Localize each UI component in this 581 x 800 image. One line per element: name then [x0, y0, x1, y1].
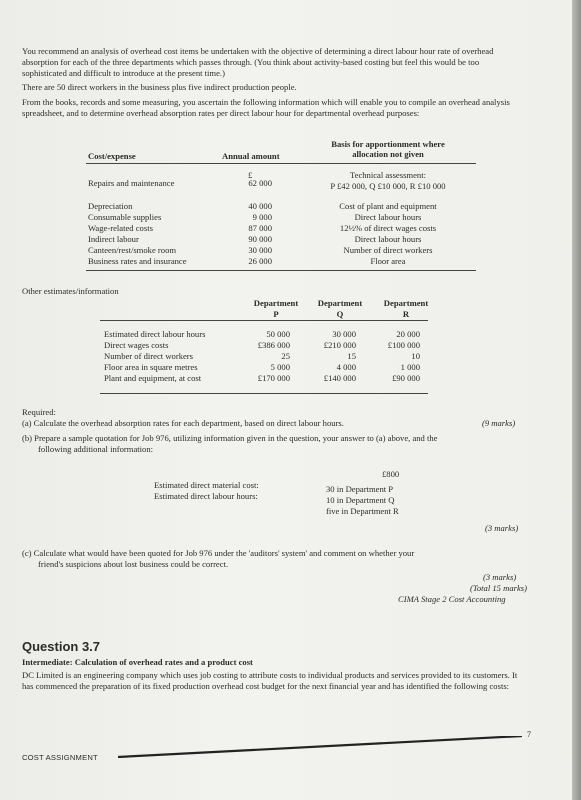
cost-row-amount: 40 000: [248, 201, 272, 211]
required-label: Required:: [22, 407, 56, 417]
basis-header-line2: allocation not given: [352, 149, 424, 159]
dept-row-value-r: 20 000: [396, 329, 420, 339]
dept-row-value-q: £140 000: [323, 373, 356, 383]
cost-row-name: Repairs and maintenance: [88, 178, 175, 188]
part-c-marks: (3 marks): [483, 572, 517, 582]
cost-row-name: Depreciation: [88, 201, 133, 211]
dept-row-value-p: 5 000: [270, 362, 290, 372]
dept-row-name: Plant and equipment, at cost: [104, 373, 202, 383]
cost-row-basis: P £42 000, Q £10 000, R £10 000: [330, 181, 446, 191]
cost-row-name: Wage-related costs: [88, 223, 153, 233]
basis-header-line1: Basis for apportionment where: [331, 139, 445, 149]
dept-row-value-q: 4 000: [336, 362, 356, 372]
cost-row-basis: Direct labour hours: [354, 212, 422, 222]
required-part-a: (a) Calculate the overhead absorption rates for each department, based on direct labour hours.: [22, 418, 344, 428]
dept-row-name: Direct wages costs: [104, 340, 169, 350]
book-page-edge: [572, 0, 581, 800]
material-cost-label: Estimated direct material cost:: [154, 480, 259, 490]
cost-row-amount: 9 000: [252, 212, 272, 222]
dept-row-value-r: £100 000: [387, 340, 420, 350]
cost-row-name: Consumable supplies: [88, 212, 162, 222]
dept-row-value-r: £90 000: [392, 373, 420, 383]
labour-hours-p: 30 in Department P: [326, 484, 394, 494]
exam-source: CIMA Stage 2 Cost Accounting: [398, 594, 506, 604]
cost-row-amount: 90 000: [248, 234, 272, 244]
dept-row-value-r: 1 000: [400, 362, 420, 372]
cost-row-basis: Technical assessment:: [349, 170, 426, 180]
dept-row-value-q: 15: [347, 351, 356, 361]
footer-rule: [118, 736, 522, 758]
dept-row-name: Floor area in square metres: [104, 362, 198, 372]
labour-hours-label: Estimated direct labour hours:: [154, 491, 258, 501]
material-cost-value: £800: [382, 469, 400, 479]
cost-table-bottom-rule: [86, 270, 476, 271]
cost-row-basis: Direct labour hours: [354, 234, 422, 244]
part-b-marks: (3 marks): [485, 523, 519, 533]
dept-row-value-p: 50 000: [266, 329, 290, 339]
question-heading: Intermediate: Calculation of overhead rates and a product cost: [22, 657, 253, 667]
dept-header-letter: P: [273, 309, 279, 319]
footer-section-label: COST ASSIGNMENT: [22, 753, 98, 762]
question-body: DC Limited is an engineering company which uses job costing to attribute costs to individual products and services provided to its customers. It has commenced the preparation of its fixed production overhead cost budget for the next financial year and has identified the following costs:: [22, 670, 518, 691]
part-a-marks: (9 marks): [482, 418, 516, 428]
dept-row-name: Number of direct workers: [104, 351, 194, 361]
intro-paragraph-3: From the books, records and some measuring, you ascertain the following information which will enable you to compile an overhead analysis spreadsheet, and to determine overhead absorption rates per direct labour hour for departmental overhead purposes:: [22, 97, 510, 118]
question-title: Question 3.7: [22, 639, 101, 654]
dept-row-name: Estimated direct labour hours: [104, 329, 206, 339]
required-part-c-line1: (c) Calculate what would have been quoted for Job 976 under the 'auditors' system' and comment on whether your: [22, 548, 415, 558]
cost-row-name: Canteen/rest/smoke room: [88, 245, 177, 255]
required-part-b-line2: following additional information:: [38, 444, 154, 454]
dept-row-value-p: 25: [281, 351, 290, 361]
labour-hours-r: five in Department R: [326, 506, 399, 516]
dept-header-label: Department: [253, 298, 299, 308]
cost-row-amount: 30 000: [248, 245, 272, 255]
dept-row-value-q: £210 000: [323, 340, 356, 350]
dept-table-bottom-rule: [100, 393, 428, 394]
labour-hours-q: 10 in Department Q: [326, 495, 395, 505]
cost-row-name: Business rates and insurance: [88, 256, 187, 266]
intro-paragraph-2: There are 50 direct workers in the business plus five indirect production people.: [22, 82, 297, 92]
cost-row-amount: 62 000: [248, 178, 272, 188]
dept-header-letter: R: [402, 309, 410, 319]
required-part-c-line2: friend's suspicions about lost business could be correct.: [38, 559, 229, 569]
dept-header-label: Department: [383, 298, 429, 308]
cost-row-basis: Cost of plant and equipment: [339, 201, 437, 211]
dept-row-value-q: 30 000: [332, 329, 356, 339]
dept-row-value-p: £386 000: [257, 340, 290, 350]
currency-symbol: £: [248, 170, 253, 180]
intro-paragraph-1: You recommend an analysis of overhead cost items be undertaken with the objective of determining a direct labour hour rate of overhead absorption for each of the three departments which passes through. (You think about activity-based costing but feel this would be too sophisticated and difficult to introduce at the present time.): [22, 46, 494, 78]
cost-row-basis: 12½% of direct wages costs: [339, 223, 437, 233]
dept-row-value-r: 10: [411, 351, 420, 361]
dept-header-label: Department: [317, 298, 363, 308]
other-estimates-label: Other estimates/information: [22, 286, 119, 296]
dept-table-header-rule: [100, 320, 428, 321]
required-part-b-line1: (b) Prepare a sample quotation for Job 976, utilizing information given in the question, your answer to (a) above, and the: [22, 433, 438, 443]
cost-row-basis: Floor area: [370, 256, 406, 266]
dept-row-value-p: £170 000: [257, 373, 290, 383]
cost-row-amount: 26 000: [248, 256, 272, 266]
total-marks: (Total 15 marks): [470, 583, 527, 593]
cost-table-header-rule: [86, 163, 476, 164]
cost-row-basis: Number of direct workers: [343, 245, 433, 255]
cost-row-amount: 87 000: [248, 223, 272, 233]
amount-column-header: Annual amount: [222, 151, 280, 161]
page-number: 7: [527, 730, 531, 739]
dept-header-letter: Q: [336, 309, 344, 319]
cost-row-name: Indirect labour: [88, 234, 139, 244]
cost-column-header: Cost/expense: [88, 151, 136, 161]
